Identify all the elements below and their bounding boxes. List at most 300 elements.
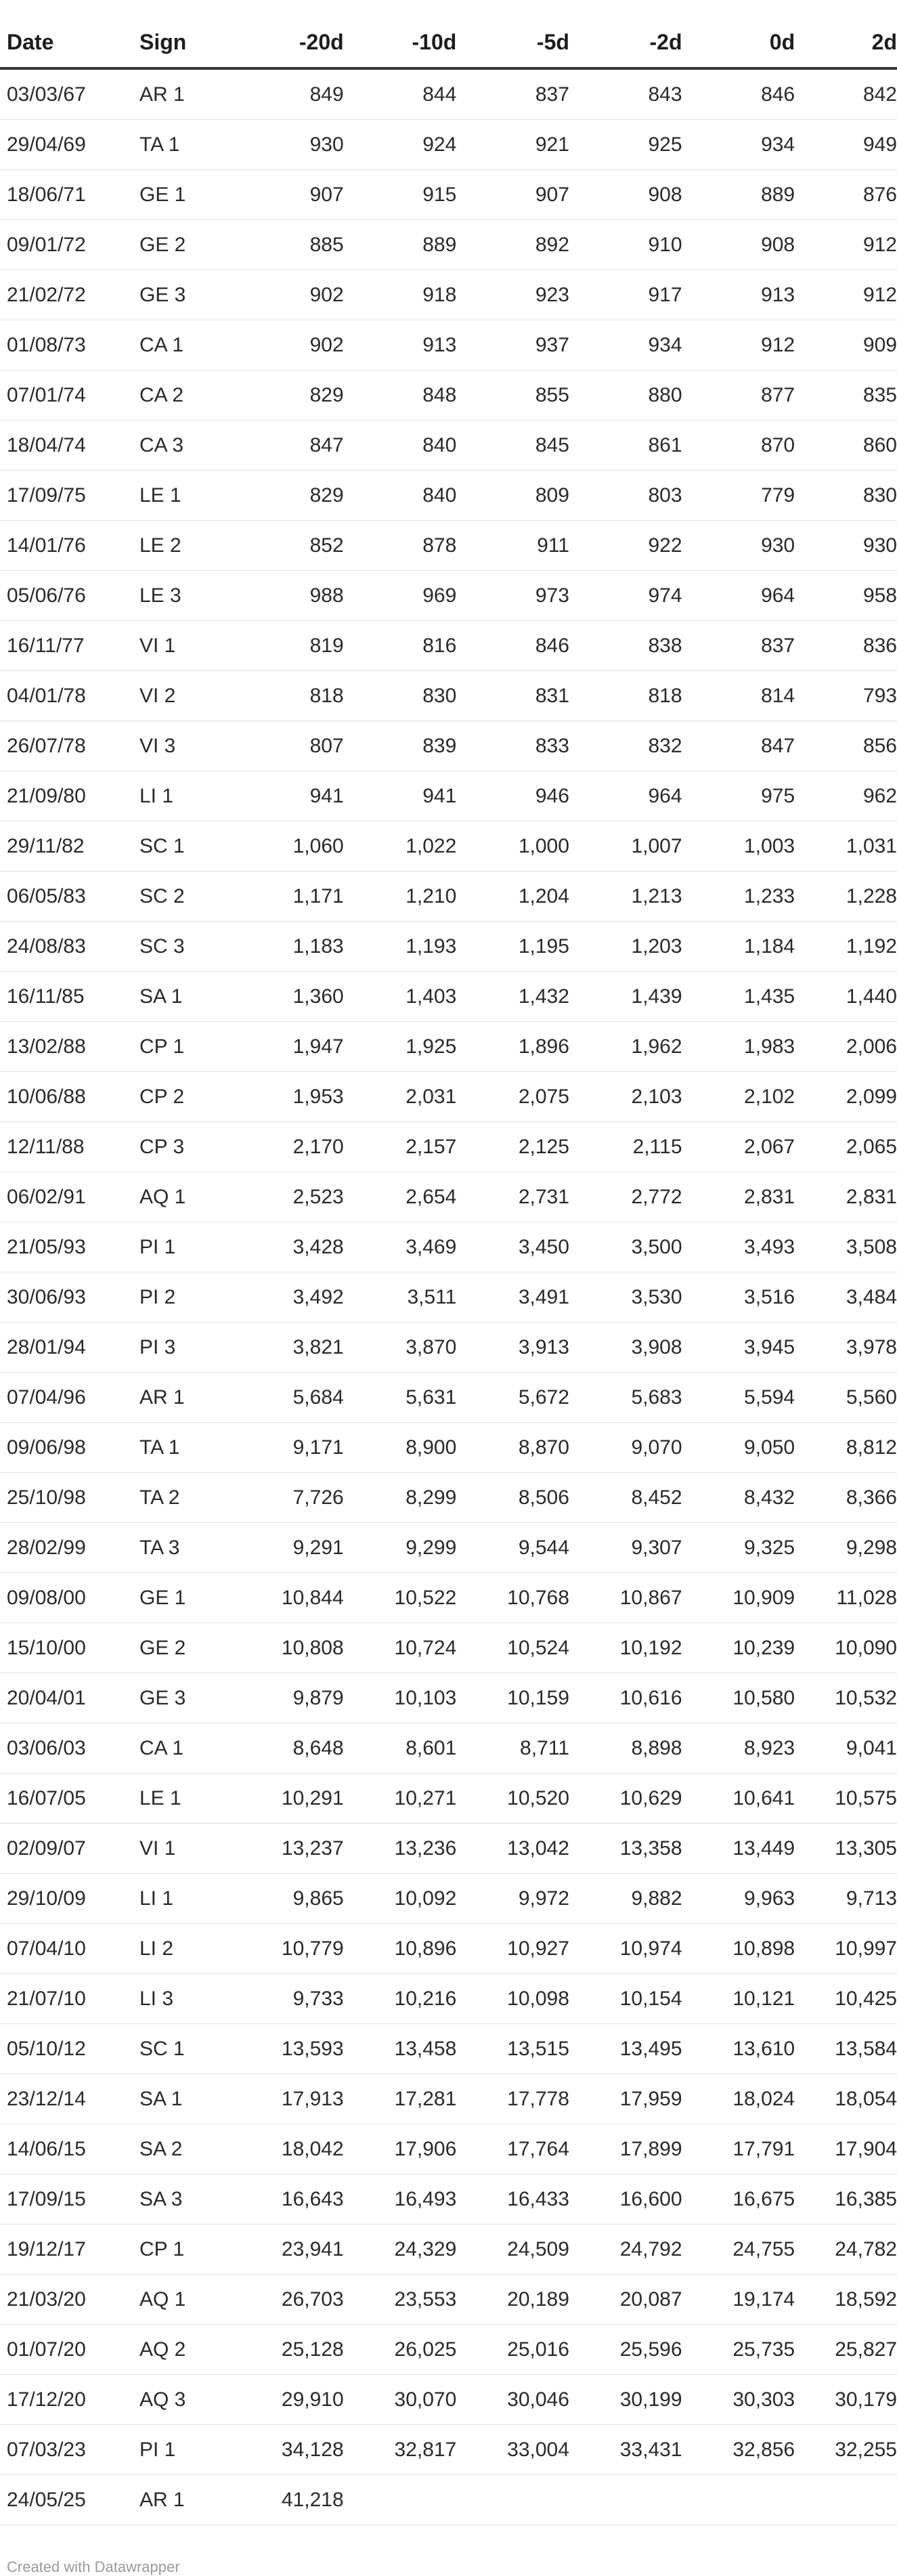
cell-minus-5d: 8,506 [456,1473,569,1523]
cell-minus-20d: 1,360 [231,972,344,1022]
cell-2d: 836 [795,621,897,671]
table-row [0,2425,897,2475]
cell-2d: 25,827 [795,2325,897,2375]
cell-minus-20d: 902 [231,270,344,320]
cell-minus-20d: 17,913 [231,2074,344,2124]
cell-date: 10/06/88 [0,1072,139,1122]
table-row [0,471,897,521]
cell-sign: SA 2 [139,2124,231,2174]
cell-minus-20d: 1,947 [231,1022,344,1072]
cell-minus-10d: 915 [344,170,457,220]
cell-minus-2d: 838 [569,621,682,671]
cell-sign: GE 3 [139,270,231,320]
table-row [0,1974,897,2024]
cell-0d: 32,856 [682,2425,795,2475]
cell-minus-20d: 10,779 [231,1924,344,1974]
cell-minus-2d: 803 [569,471,682,521]
table-row [0,2275,897,2325]
cell-minus-10d: 3,870 [344,1323,457,1373]
cell-2d: 18,592 [795,2275,897,2325]
cell-minus-10d: 1,022 [344,821,457,872]
cell-sign: AQ 1 [139,2275,231,2325]
table-row [0,1623,897,1673]
cell-minus-2d: 917 [569,270,682,320]
cell-minus-5d: 9,544 [456,1523,569,1573]
cell-minus-5d: 30,046 [456,2375,569,2425]
cell-minus-2d: 17,959 [569,2074,682,2124]
cell-minus-2d: 24,792 [569,2225,682,2275]
cell-date: 09/06/98 [0,1423,139,1473]
table-row [0,671,897,721]
table-row [0,2225,897,2275]
cell-minus-20d: 3,492 [231,1272,344,1323]
cell-minus-2d: 934 [569,320,682,370]
cell-sign: SC 1 [139,2024,231,2074]
cell-minus-20d: 25,128 [231,2325,344,2375]
cell-0d: 908 [682,220,795,270]
cell-date: 16/07/05 [0,1774,139,1824]
cell-2d: 949 [795,120,897,170]
cell-minus-10d: 839 [344,721,457,771]
cell-2d: 24,782 [795,2225,897,2275]
cell-0d: 16,675 [682,2174,795,2225]
cell-date: 21/02/72 [0,270,139,320]
cell-minus-10d: 13,458 [344,2024,457,2074]
cell-0d: 24,755 [682,2225,795,2275]
cell-0d: 1,184 [682,922,795,972]
cell-0d: 10,121 [682,1974,795,2024]
cell-date: 17/12/20 [0,2375,139,2425]
cell-minus-5d: 845 [456,421,569,471]
cell-minus-20d: 5,684 [231,1373,344,1423]
cell-minus-5d: 1,896 [456,1022,569,1072]
cell-minus-20d: 10,844 [231,1573,344,1623]
cell-0d: 877 [682,370,795,421]
cell-date: 07/03/23 [0,2425,139,2475]
cell-sign: CP 3 [139,1122,231,1172]
cell-minus-2d: 910 [569,220,682,270]
cell-minus-10d: 23,553 [344,2275,457,2325]
cell-0d: 25,735 [682,2325,795,2375]
cell-sign: SC 1 [139,821,231,872]
cell-0d: 9,963 [682,1874,795,1924]
cell-date: 23/12/14 [0,2074,139,2124]
table-row [0,922,897,972]
cell-0d: 3,945 [682,1323,795,1373]
cell-minus-2d: 880 [569,370,682,421]
cell-minus-20d: 847 [231,421,344,471]
cell-sign: CP 1 [139,2225,231,2275]
cell-minus-20d: 34,128 [231,2425,344,2475]
cell-sign: GE 1 [139,1573,231,1623]
cell-minus-5d: 837 [456,68,569,120]
cell-minus-2d: 25,596 [569,2325,682,2375]
cell-minus-2d: 1,213 [569,872,682,922]
cell-sign: PI 1 [139,1222,231,1272]
cell-date: 05/06/76 [0,571,139,621]
cell-minus-20d: 807 [231,721,344,771]
cell-minus-5d: 13,042 [456,1824,569,1874]
cell-0d [682,2475,795,2525]
cell-2d: 2,831 [795,1172,897,1222]
cell-sign: VI 3 [139,721,231,771]
cell-minus-5d: 24,509 [456,2225,569,2275]
cell-minus-2d: 832 [569,721,682,771]
cell-date: 24/05/25 [0,2475,139,2525]
cell-minus-10d: 10,092 [344,1874,457,1924]
cell-0d: 1,983 [682,1022,795,1072]
cell-minus-5d [456,2475,569,2525]
cell-minus-20d: 885 [231,220,344,270]
column-header-minus-10d[interactable]: -10d [344,17,457,68]
cell-minus-10d: 26,025 [344,2325,457,2375]
cell-sign: AR 1 [139,2475,231,2525]
cell-2d: 830 [795,471,897,521]
cell-minus-10d: 889 [344,220,457,270]
cell-minus-5d: 831 [456,671,569,721]
cell-date: 28/02/99 [0,1523,139,1573]
cell-0d: 3,493 [682,1222,795,1272]
table-row [0,2074,897,2124]
cell-sign: AQ 2 [139,2325,231,2375]
cell-date: 18/06/71 [0,170,139,220]
cell-2d: 2,006 [795,1022,897,1072]
cell-2d: 912 [795,270,897,320]
cell-date: 25/10/98 [0,1473,139,1523]
cell-sign: LE 3 [139,571,231,621]
table-row [0,1122,897,1172]
cell-minus-20d: 7,726 [231,1473,344,1523]
cell-2d: 962 [795,771,897,821]
cell-minus-5d: 3,450 [456,1222,569,1272]
cell-minus-5d: 2,075 [456,1072,569,1122]
cell-sign: SA 3 [139,2174,231,2225]
cell-minus-5d: 5,672 [456,1373,569,1423]
cell-minus-5d: 17,764 [456,2124,569,2174]
table-row [0,1373,897,1423]
cell-minus-5d: 10,768 [456,1573,569,1623]
cell-minus-10d: 840 [344,471,457,521]
cell-sign: CA 1 [139,320,231,370]
cell-minus-2d: 8,898 [569,1723,682,1774]
cell-date: 28/01/94 [0,1323,139,1373]
cell-minus-5d: 946 [456,771,569,821]
cell-sign: TA 3 [139,1523,231,1573]
table-row [0,170,897,220]
cell-0d: 3,516 [682,1272,795,1323]
cell-minus-10d: 816 [344,621,457,671]
cell-date: 12/11/88 [0,1122,139,1172]
cell-minus-2d: 1,962 [569,1022,682,1072]
cell-minus-5d: 10,520 [456,1774,569,1824]
cell-minus-20d: 907 [231,170,344,220]
cell-date: 07/01/74 [0,370,139,421]
cell-minus-10d: 9,299 [344,1523,457,1573]
cell-minus-10d: 10,271 [344,1774,457,1824]
table-body [0,68,897,2525]
table-row [0,68,897,120]
cell-minus-10d: 1,925 [344,1022,457,1072]
cell-minus-5d: 937 [456,320,569,370]
cell-minus-20d: 988 [231,571,344,621]
table-row [0,571,897,621]
cell-date: 18/04/74 [0,421,139,471]
cell-minus-20d: 9,733 [231,1974,344,2024]
table-row [0,1072,897,1122]
cell-minus-10d: 13,236 [344,1824,457,1874]
cell-sign: TA 1 [139,1423,231,1473]
cell-sign: PI 3 [139,1323,231,1373]
cell-minus-5d: 25,016 [456,2325,569,2375]
table-row [0,1924,897,1974]
cell-2d: 13,584 [795,2024,897,2074]
table-row [0,1172,897,1222]
cell-minus-10d: 2,654 [344,1172,457,1222]
cell-0d: 17,791 [682,2124,795,2174]
cell-0d: 870 [682,421,795,471]
table-row [0,2375,897,2425]
cell-date: 29/11/82 [0,821,139,872]
table-row [0,972,897,1022]
cell-2d: 2,065 [795,1122,897,1172]
cell-0d: 913 [682,270,795,320]
cell-minus-20d: 8,648 [231,1723,344,1774]
cell-2d: 32,255 [795,2425,897,2475]
cell-minus-2d: 5,683 [569,1373,682,1423]
cell-minus-2d: 2,115 [569,1122,682,1172]
table-row [0,421,897,471]
cell-minus-10d: 969 [344,571,457,621]
column-header-minus-20d[interactable]: -20d [231,17,344,68]
cell-minus-2d: 861 [569,421,682,471]
cell-sign: GE 3 [139,1673,231,1723]
cell-minus-20d: 10,291 [231,1774,344,1824]
cell-2d: 10,997 [795,1924,897,1974]
cell-minus-10d: 30,070 [344,2375,457,2425]
cell-date: 07/04/96 [0,1373,139,1423]
cell-minus-2d: 9,070 [569,1423,682,1473]
cell-2d: 10,425 [795,1974,897,2024]
cell-minus-2d: 925 [569,120,682,170]
cell-minus-2d: 10,154 [569,1974,682,2024]
cell-minus-10d: 1,210 [344,872,457,922]
cell-minus-20d: 1,183 [231,922,344,972]
table-row [0,2174,897,2225]
table-row [0,721,897,771]
column-header-0d[interactable]: 0d [682,17,795,68]
cell-minus-10d: 941 [344,771,457,821]
data-table [0,17,897,2525]
cell-2d: 17,904 [795,2124,897,2174]
cell-date: 20/04/01 [0,1673,139,1723]
cell-minus-20d: 16,643 [231,2174,344,2225]
cell-0d: 846 [682,68,795,120]
cell-2d: 958 [795,571,897,621]
cell-minus-10d: 924 [344,120,457,170]
cell-minus-20d: 1,060 [231,821,344,872]
cell-sign: LE 1 [139,1774,231,1824]
cell-minus-20d: 819 [231,621,344,671]
cell-minus-10d: 10,103 [344,1673,457,1723]
cell-2d: 30,179 [795,2375,897,2425]
cell-minus-5d: 911 [456,521,569,571]
header-row [0,17,897,68]
cell-minus-20d: 941 [231,771,344,821]
cell-minus-5d: 8,870 [456,1423,569,1473]
cell-sign: CA 2 [139,370,231,421]
column-header-sign[interactable]: Sign [139,17,231,68]
table-row [0,2325,897,2375]
cell-2d: 3,978 [795,1323,897,1373]
cell-0d: 10,898 [682,1924,795,1974]
cell-2d: 1,228 [795,872,897,922]
cell-minus-20d: 2,170 [231,1122,344,1172]
cell-minus-2d: 843 [569,68,682,120]
cell-minus-5d: 855 [456,370,569,421]
cell-minus-2d: 1,203 [569,922,682,972]
cell-date: 14/06/15 [0,2124,139,2174]
datawrapper-credit[interactable]: Created with Datawrapper [7,2558,180,2575]
cell-sign: LI 1 [139,1874,231,1924]
cell-sign: LI 3 [139,1974,231,2024]
cell-minus-2d: 3,500 [569,1222,682,1272]
cell-minus-2d: 30,199 [569,2375,682,2425]
cell-minus-2d: 10,629 [569,1774,682,1824]
cell-sign: TA 2 [139,1473,231,1523]
cell-2d: 10,532 [795,1673,897,1723]
cell-minus-10d: 2,031 [344,1072,457,1122]
cell-date: 21/05/93 [0,1222,139,1272]
cell-minus-2d: 33,431 [569,2425,682,2475]
column-header-2d[interactable]: 2d [795,17,897,68]
cell-sign: PI 2 [139,1272,231,1323]
cell-2d: 16,385 [795,2174,897,2225]
cell-0d: 30,303 [682,2375,795,2425]
cell-sign: SC 3 [139,922,231,972]
column-header-minus-5d[interactable]: -5d [456,17,569,68]
cell-sign: LI 2 [139,1924,231,1974]
cell-minus-2d: 2,103 [569,1072,682,1122]
cell-minus-20d: 2,523 [231,1172,344,1222]
cell-minus-2d: 10,192 [569,1623,682,1673]
cell-2d: 793 [795,671,897,721]
cell-sign: GE 2 [139,220,231,270]
cell-minus-20d: 818 [231,671,344,721]
cell-date: 01/07/20 [0,2325,139,2375]
cell-minus-2d: 2,772 [569,1172,682,1222]
cell-minus-10d: 3,469 [344,1222,457,1272]
table-row [0,1774,897,1824]
cell-2d: 13,305 [795,1824,897,1874]
cell-minus-10d: 16,493 [344,2174,457,2225]
cell-minus-20d: 29,910 [231,2375,344,2425]
cell-minus-20d: 902 [231,320,344,370]
cell-minus-20d: 13,593 [231,2024,344,2074]
cell-minus-2d: 16,600 [569,2174,682,2225]
cell-0d: 10,239 [682,1623,795,1673]
cell-minus-10d: 3,511 [344,1272,457,1323]
table-row [0,1022,897,1072]
cell-minus-5d: 10,524 [456,1623,569,1673]
cell-0d: 10,580 [682,1673,795,1723]
cell-date: 07/04/10 [0,1924,139,1974]
cell-minus-2d: 20,087 [569,2275,682,2325]
cell-minus-2d: 10,616 [569,1673,682,1723]
cell-minus-5d: 3,491 [456,1272,569,1323]
cell-date: 21/09/80 [0,771,139,821]
cell-sign: GE 1 [139,170,231,220]
cell-date: 13/02/88 [0,1022,139,1072]
cell-date: 06/05/83 [0,872,139,922]
cell-date: 14/01/76 [0,521,139,571]
cell-minus-5d: 923 [456,270,569,320]
table-row [0,1874,897,1924]
cell-minus-5d: 1,204 [456,872,569,922]
cell-2d: 3,484 [795,1272,897,1323]
cell-minus-5d: 907 [456,170,569,220]
column-header-date[interactable]: Date [0,17,139,68]
column-header-minus-2d[interactable]: -2d [569,17,682,68]
cell-date: 03/03/67 [0,68,139,120]
cell-date: 05/10/12 [0,2024,139,2074]
cell-minus-2d [569,2475,682,2525]
table-row [0,2124,897,2174]
cell-minus-10d: 878 [344,521,457,571]
cell-0d: 975 [682,771,795,821]
cell-2d: 912 [795,220,897,270]
cell-minus-2d: 922 [569,521,682,571]
table-row [0,1824,897,1874]
cell-2d: 842 [795,68,897,120]
cell-sign: CA 3 [139,421,231,471]
cell-date: 29/04/69 [0,120,139,170]
cell-minus-20d: 13,237 [231,1824,344,1874]
table-row [0,872,897,922]
cell-0d: 1,435 [682,972,795,1022]
cell-date: 29/10/09 [0,1874,139,1924]
table-row [0,1423,897,1473]
cell-sign: CA 1 [139,1723,231,1774]
table-row [0,220,897,270]
cell-minus-10d: 8,900 [344,1423,457,1473]
cell-0d: 13,610 [682,2024,795,2074]
cell-date: 09/08/00 [0,1573,139,1623]
cell-minus-10d: 5,631 [344,1373,457,1423]
table-row [0,1323,897,1373]
cell-minus-5d: 1,432 [456,972,569,1022]
cell-minus-10d: 830 [344,671,457,721]
cell-minus-5d: 8,711 [456,1723,569,1774]
cell-minus-20d: 1,171 [231,872,344,922]
cell-0d: 8,432 [682,1473,795,1523]
cell-minus-10d: 10,522 [344,1573,457,1623]
cell-minus-5d: 973 [456,571,569,621]
cell-minus-5d: 3,913 [456,1323,569,1373]
cell-minus-2d: 908 [569,170,682,220]
cell-2d: 11,028 [795,1573,897,1623]
cell-date: 02/09/07 [0,1824,139,1874]
table-row [0,621,897,671]
cell-2d: 9,041 [795,1723,897,1774]
cell-minus-5d: 13,515 [456,2024,569,2074]
cell-minus-2d: 3,908 [569,1323,682,1373]
cell-minus-20d: 930 [231,120,344,170]
cell-0d: 847 [682,721,795,771]
table-row [0,2475,897,2525]
cell-0d: 2,067 [682,1122,795,1172]
cell-0d: 2,102 [682,1072,795,1122]
table-row [0,771,897,821]
